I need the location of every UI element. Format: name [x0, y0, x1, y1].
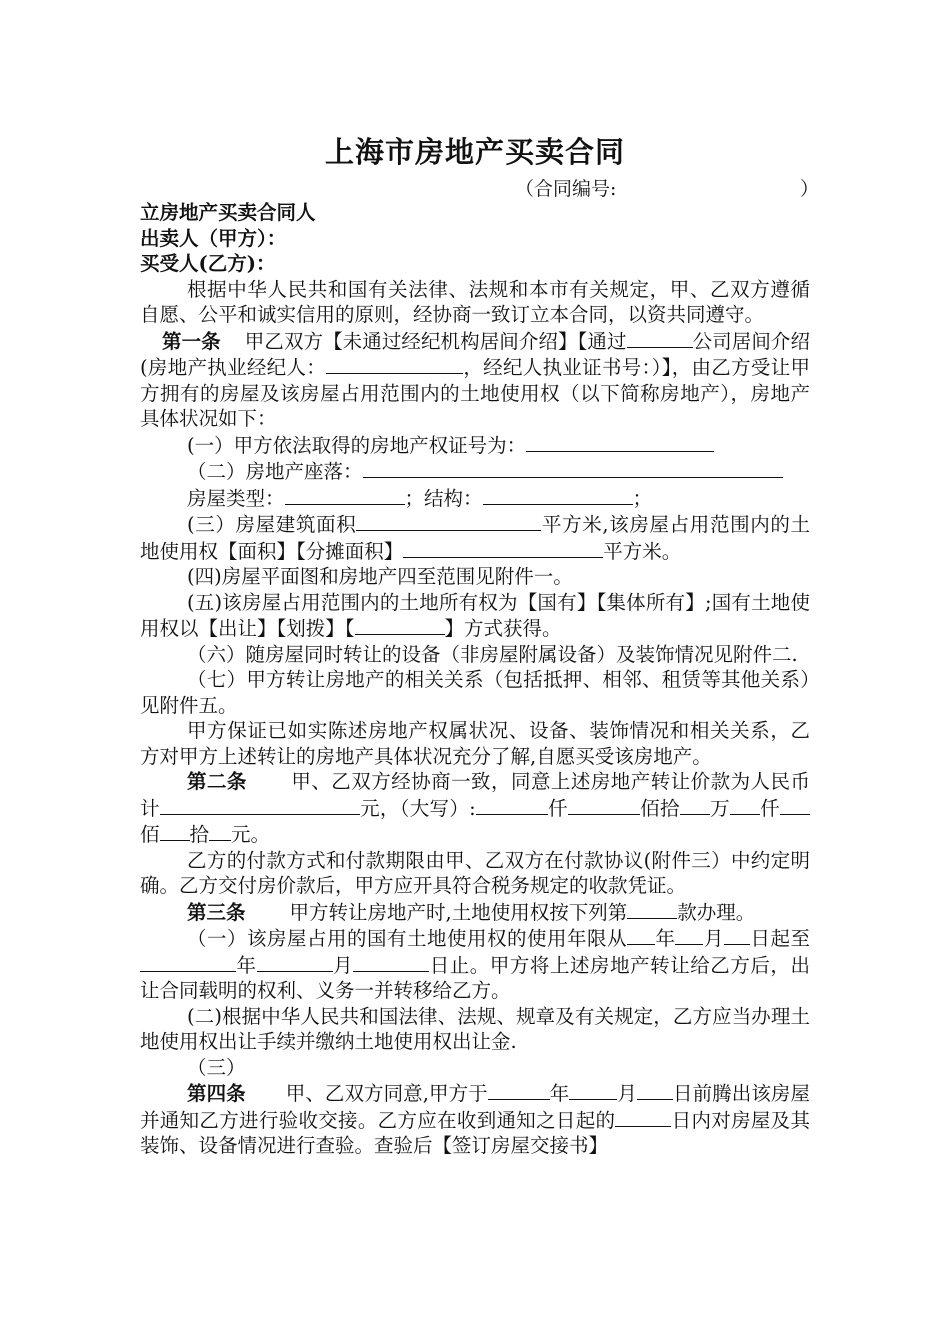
article-1-item-5: (五)该房屋占用范围内的土地所有权为【国有】【集体所有】;国有土地使用权以【出让】【划拨】【 】方式获得。	[140, 590, 810, 640]
seller-line: 出卖人（甲方）：	[140, 226, 287, 250]
blank-line	[568, 795, 640, 815]
blank-line	[637, 1080, 673, 1100]
article-1-item-2b: 房屋类型： ；结构： ；	[187, 486, 653, 510]
article-3-label: 第三条	[187, 900, 246, 924]
blank-line	[353, 952, 429, 972]
blank-line	[488, 1080, 550, 1100]
blank-line	[476, 795, 548, 815]
blank-line	[285, 485, 405, 505]
blank-line	[627, 899, 677, 919]
article-3-item-2: (二)根据中华人民共和国法律、法规、规章及有关规定，乙方应当办理土地使用权出让手续并缴纳土地使用权出让金.	[140, 1004, 810, 1053]
contract-number	[515, 174, 820, 201]
blank-line	[140, 952, 236, 972]
blank-line	[363, 458, 783, 478]
preamble: 根据中华人民共和国有关法律、法规和本市有关规定，甲、乙双方遵循自愿、公平和诚实信用的原则，经协商一致订立本合同，以资共同遵守。	[140, 277, 810, 326]
blank-line	[403, 538, 603, 558]
blank-line	[615, 1107, 671, 1127]
article-3-item-3: （三）	[187, 1055, 246, 1079]
blank-line	[526, 432, 714, 452]
article-2-label: 第二条	[187, 770, 247, 793]
article-2-payment: 乙方的付款方式和付款期限由甲、乙双方在付款协议(附件三）中约定明确。乙方交付房价款后，甲方应开具符合税务规定的收款凭证。	[140, 848, 810, 897]
article-4-label: 第四条	[187, 1082, 246, 1105]
article-3-intro: 第三条 甲方转让房地产时,土地使用权按下列第 款办理。	[187, 900, 756, 924]
parties-heading: 立房地产买卖合同人	[140, 201, 316, 224]
blank-line	[730, 795, 760, 815]
blank-line	[257, 952, 333, 972]
article-1-item-4: (四)房屋平面图和房地产四至范围见附件一。	[187, 565, 573, 588]
contract-number-label: （合同编号:	[515, 178, 617, 200]
blank-line	[160, 821, 190, 841]
blank-line	[355, 615, 445, 635]
blank-line	[160, 795, 360, 815]
article-3-item-1: （一）该房屋占用的国有土地使用权的使用年限从 年 月 日起至年 月 日止。甲方将上述房地产转让给乙方后，出让合同载明的权利、义务一并转移给乙方。	[140, 927, 810, 1002]
contract-number-close: ）	[800, 178, 820, 200]
blank-line	[326, 354, 463, 374]
article-1-intro: 第一条 甲乙双方【未通过经纪机构居间介绍】【通过 公司居间介绍(房地产执业经纪人： ，经纪人执业证书号：）】，由乙方受让甲方拥有的房屋及该房屋占用范围内的土地使用权（以下简称房地产），房地产具体状况如下：	[140, 329, 810, 430]
article-1-guarantee: 甲方保证已如实陈述房地产权属状况、设备、装饰情况和相关关系，乙方对甲方上述转让的房地产具体状况充分了解,自愿买受该房地产。	[140, 719, 810, 768]
blank-line	[209, 821, 231, 841]
article-2-price: 第二条 甲、乙双方经协商一致，同意上述房地产转让价款为人民币计 元，（大写）: 仟 佰拾 万 仟佰 拾 元。	[140, 770, 810, 846]
article-1-item-1: (一）甲方依法取得的房地产权证号为：	[140, 432, 810, 459]
blank-line	[483, 485, 633, 505]
blank-line	[356, 511, 541, 531]
blank-line	[780, 795, 810, 815]
article-1-item-2: （二）房地产座落：	[140, 458, 810, 485]
article-4-intro: 第四条 甲、乙双方同意,甲方于 年 月 日前腾出该房屋并通知乙方进行验收交接。乙方应在收到通知之日起的 日内对房屋及其装饰、设备情况进行查验。查验后【签订房屋交接书】	[140, 1082, 810, 1157]
blank-line	[680, 795, 710, 815]
blank-line	[724, 925, 750, 945]
article-1-label: 第一条	[162, 329, 221, 353]
article-1-item-3: (三）房屋建筑面积 平方米,该房屋占用范围内的土地使用权【面积】【分摊面积】 平方米。	[140, 513, 810, 563]
contract-title: 上海市房地产买卖合同	[324, 135, 625, 169]
contract-body	[140, 200, 810, 1159]
blank-line	[569, 1080, 617, 1100]
buyer-line: 买受人(乙方)：	[140, 252, 276, 275]
article-1-item-6: （六）随房屋同时转让的设备（非房屋附属设备）及装饰情况见附件二.	[187, 642, 798, 666]
article-1-item-7: （七）甲方转让房地产的相关关系（包括抵押、相邻、租赁等其他关系）见附件五。	[140, 668, 810, 717]
blank-line	[627, 328, 693, 348]
blank-line	[627, 925, 655, 945]
blank-line	[675, 925, 703, 945]
